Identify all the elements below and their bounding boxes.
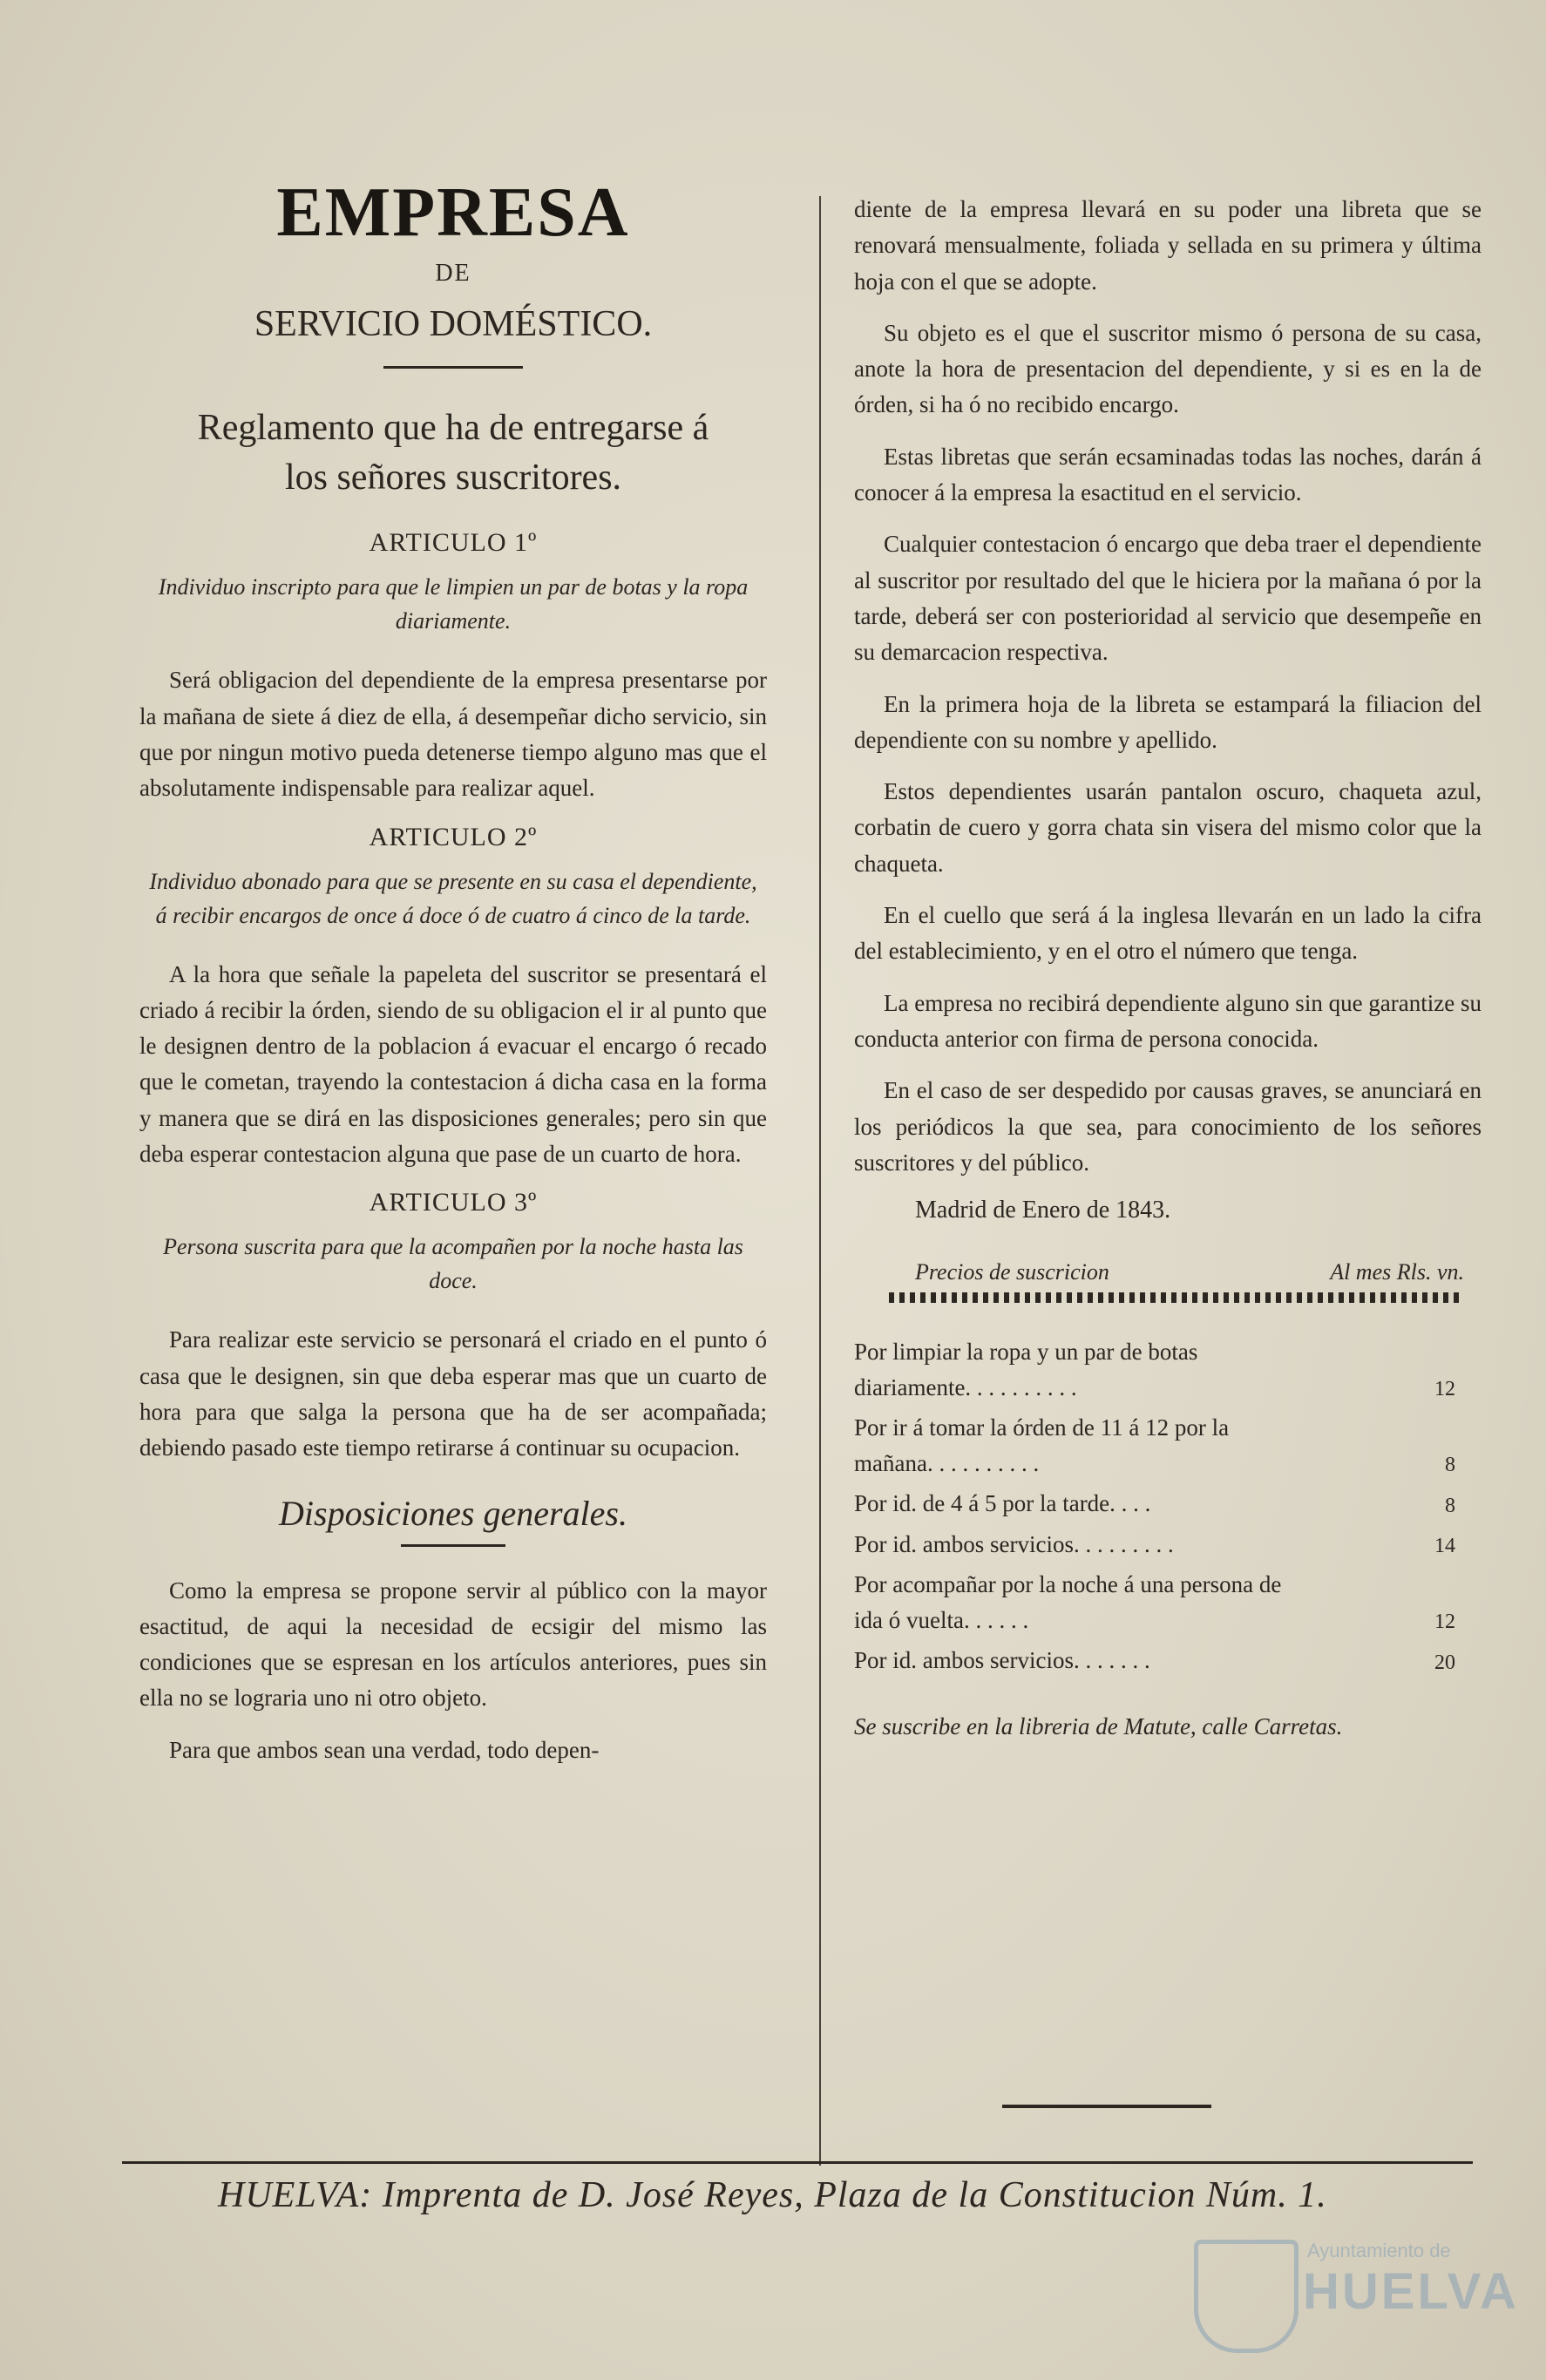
paragraph: En el cuello que será á la inglesa llevarán en un lado la cifra del establecimiento, y en el otro el número que tenga.	[854, 902, 1482, 965]
watermark-city: HUELVA	[1303, 2263, 1519, 2320]
price-list	[854, 1334, 1482, 1678]
article-body: Será obligacion del dependiente de la empresa presentarse por la mañana de siete á diez de ella, á desempeñar dicho servicio, sin que por ningun motivo pueda detenerse tiempo alguno mas que el absolutamente indispensable para realizar aquel.	[139, 667, 767, 802]
price-row	[854, 1334, 1482, 1405]
price-row	[854, 1567, 1482, 1638]
paragraph: Estas libretas que serán ecsaminadas todas las noches, darán á conocer á la empresa la esactitud en el servicio.	[854, 443, 1482, 506]
paragraph: La empresa no recibirá dependiente alguno sin que garantize su conducta anterior con firma de persona conocida.	[854, 989, 1482, 1052]
disposiciones-heading: Disposiciones generales.	[279, 1493, 627, 1533]
subscribe-note: Se suscribe en la libreria de Matute, calle Carretas.	[854, 1712, 1343, 1739]
disposiciones-paragraph: Como la empresa se propone servir al público con la mayor esactitud, de aqui la necesidad de ecsigir del mismo las condiciones que se espresan en los artículos anteriores, pues sin ella no se lograria uno ni otro objeto.	[139, 1576, 767, 1712]
article-1	[139, 528, 767, 806]
price-label: Por ir á tomar la órden de 11 á 12 por la mañana. . . . . . . . . .	[854, 1414, 1230, 1476]
price-label: Por id. ambos servicios. . . . . . . . .	[854, 1530, 1174, 1557]
price-value: 12	[1434, 1378, 1455, 1401]
price-row	[854, 1486, 1482, 1522]
price-label: Por id. de 4 á 5 por la tarde. . . .	[854, 1490, 1151, 1517]
paragraph: Estos dependientes usarán pantalon oscuro, chaqueta azul, corbatin de cuero y gorra chata sin visera del mismo color que la chaqueta.	[854, 778, 1482, 877]
title-de: DE	[435, 260, 471, 287]
price-row	[854, 1527, 1482, 1563]
article-3	[139, 1188, 767, 1466]
continued-paragraph: diente de la empresa llevará en su poder una libreta que se renovará mensualmente, foliada y sellada en su primera y última hoja con el que se adopte.	[854, 196, 1482, 295]
article-title: ARTICULO 3º	[369, 1188, 538, 1217]
price-value: 14	[1434, 1535, 1455, 1558]
ornament-divider	[383, 366, 523, 369]
masthead	[139, 174, 767, 369]
article-body: Para realizar este servicio se personará el criado en el punto ó casa que le designen, sin que deba esperar mas que un cuarto de hora para que salga la persona que ha de ser acompañada; debiendo pasado este tiempo retirarse á continuar su ocupacion.	[139, 1326, 767, 1461]
paragraph: Su objeto es el que el suscritor mismo ó persona de su casa, anote la hora de presentacion del dependiente, y si es en la de órden, si ha ó no recibido encargo.	[854, 319, 1482, 418]
prices-header-right: Al mes Rls. vn.	[1330, 1259, 1464, 1285]
price-value: 8	[1445, 1454, 1455, 1477]
main-title: EMPRESA	[276, 174, 630, 251]
paragraph: En la primera hoja de la libreta se estampará la filiacion del dependiente con su nombre y apellido.	[854, 690, 1482, 753]
price-row	[854, 1643, 1482, 1678]
article-subtitle: Individuo inscripto para que le limpien un par de botas y la ropa diariamente.	[158, 574, 749, 634]
price-row	[854, 1410, 1482, 1481]
ornament-divider	[401, 1544, 505, 1547]
printer-imprint: HUELVA: Imprenta de D. José Reyes, Plaza de la Constitucion Núm. 1.	[218, 2175, 1327, 2215]
price-value: 12	[1434, 1610, 1455, 1634]
decorative-rule	[889, 1292, 1464, 1303]
reglamento-heading: Reglamento que ha de entregarse á los señores suscritores.	[197, 408, 709, 498]
article-subtitle: Individuo abonado para que se presente en su casa el dependiente, á recibir encargos de once á doce ó de cuatro á cinco de la tarde.	[149, 868, 757, 928]
prices-header-left: Precios de suscricion	[915, 1259, 1109, 1285]
coat-of-arms-icon	[1194, 2240, 1299, 2353]
price-label: Por id. ambos servicios. . . . . . .	[854, 1647, 1150, 1674]
left-column	[139, 174, 767, 1784]
article-title: ARTICULO 1º	[369, 528, 538, 558]
archive-watermark	[1194, 2240, 1519, 2321]
disposiciones-paragraph-start: Para que ambos sean una verdad, todo depen-	[169, 1736, 600, 1763]
right-column	[854, 192, 1482, 1740]
price-value: 8	[1445, 1494, 1455, 1517]
price-label: Por acompañar por la noche á una persona de ida ó vuelta. . . . . .	[854, 1571, 1282, 1633]
price-value: 20	[1434, 1651, 1455, 1674]
closing-rule	[1002, 2105, 1211, 2108]
price-label: Por limpiar la ropa y un par de botas diariamente. . . . . . . . . .	[854, 1339, 1198, 1400]
footer-rule	[122, 2161, 1473, 2164]
article-subtitle: Persona suscrita para que la acompañen por la noche hasta las doce.	[163, 1234, 743, 1294]
paragraph: En el caso de ser despedido por causas graves, se anunciará en los periódicos la que sea, para conocimiento de los señores suscritores y del público.	[854, 1077, 1482, 1176]
article-body: A la hora que señale la papeleta del suscritor se presentará el criado á recibir la órden, siendo de su obligacion el ir al punto que le designen dentro de la poblacion á evacuar el encargo ó recado que le cometan, trayendo la contestacion á dicha casa en la forma y manera que se dirá en las disposiciones generales; pero sin que deba esperar contestacion alguna que pase de un cuarto de hora.	[139, 960, 767, 1168]
article-2	[139, 823, 767, 1173]
date-line: Madrid de Enero de 1843.	[915, 1197, 1171, 1224]
prices-header	[854, 1259, 1482, 1285]
watermark-org: Ayuntamiento de	[1307, 2240, 1451, 2261]
column-divider	[819, 196, 821, 2166]
article-title: ARTICULO 2º	[369, 822, 538, 851]
subtitle: SERVICIO DOMÉSTICO.	[254, 304, 653, 344]
paragraph: Cualquier contestacion ó encargo que deba traer el dependiente al suscritor por resultado del que le hiciera por la mañana ó por la tarde, deberá ser con posterioridad al servicio que desempeñe en su demarcacion respectiva.	[854, 531, 1482, 666]
